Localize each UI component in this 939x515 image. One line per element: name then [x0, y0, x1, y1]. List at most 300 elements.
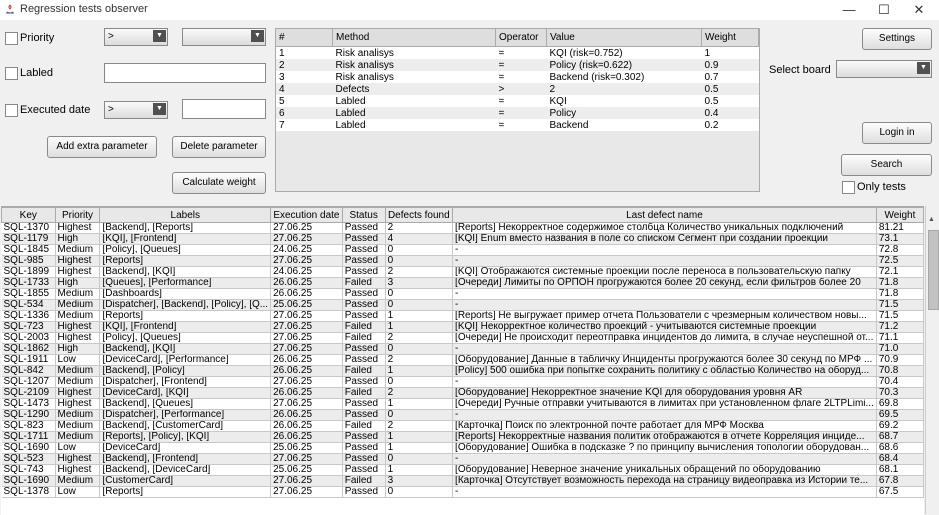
- result-cell: Failed: [342, 476, 385, 487]
- result-cell: 27.06.25: [271, 377, 343, 388]
- result-cell: SQL-1855: [2, 289, 56, 300]
- parameter-row[interactable]: [276, 107, 759, 119]
- col-execution-date[interactable]: Execution date: [271, 208, 343, 223]
- result-cell: 67.5: [876, 487, 923, 498]
- result-cell: High: [55, 278, 100, 289]
- result-cell: [Dispatcher], [Backend], [Policy], [Q...: [100, 300, 271, 311]
- result-cell: Medium: [55, 377, 100, 388]
- param-col-value[interactable]: Value: [547, 29, 702, 47]
- result-cell: 71.2: [876, 322, 923, 333]
- result-cell: 68.6: [876, 443, 923, 454]
- result-cell: 72.5: [876, 256, 923, 267]
- result-cell: Medium: [55, 421, 100, 432]
- result-cell: 0: [385, 344, 452, 355]
- result-cell: 1: [385, 432, 452, 443]
- parameter-row[interactable]: [276, 59, 759, 71]
- parameter-cell: Risk analisys: [333, 47, 496, 60]
- result-cell: [KQI], [Frontend]: [100, 234, 271, 245]
- result-cell: [CustomerCard]: [100, 476, 271, 487]
- result-cell: Failed: [342, 388, 385, 399]
- result-cell: [Dashboards]: [100, 289, 271, 300]
- executed-date-input[interactable]: [182, 99, 266, 119]
- result-cell: -: [453, 245, 877, 256]
- result-cell: Highest: [55, 256, 100, 267]
- result-cell: 25.06.25: [271, 465, 343, 476]
- search-button[interactable]: Search: [841, 154, 932, 176]
- result-cell: [Backend], [Policy]: [100, 366, 271, 377]
- minimize-button[interactable]: —: [842, 2, 856, 17]
- result-cell: Medium: [55, 366, 100, 377]
- result-cell: Medium: [55, 245, 100, 256]
- parameter-row[interactable]: [276, 95, 759, 107]
- parameter-cell: =: [496, 59, 547, 71]
- labled-input[interactable]: [104, 63, 266, 83]
- parameters-table[interactable]: [275, 28, 760, 192]
- result-cell: 81.21: [876, 223, 923, 234]
- only-tests-label: Only tests: [857, 181, 906, 193]
- col-key[interactable]: Key: [2, 208, 56, 223]
- result-cell: 4: [385, 234, 452, 245]
- priority-label: Priority: [20, 32, 55, 44]
- parameter-row[interactable]: [276, 47, 759, 60]
- result-cell: 27.06.25: [271, 234, 343, 245]
- result-cell: 1: [385, 322, 452, 333]
- result-cell: Failed: [342, 322, 385, 333]
- table-row[interactable]: [2, 344, 924, 355]
- parameter-cell: 5: [276, 95, 333, 107]
- result-cell: 27.06.25: [271, 454, 343, 465]
- result-cell: [Reports] Некорректные названия политик отображаются в отчете Корреляция инциде...: [453, 432, 877, 443]
- parameter-cell: 0.2: [702, 119, 759, 131]
- result-cell: Passed: [342, 289, 385, 300]
- result-cell: [Policy], [Queues]: [100, 245, 271, 256]
- result-cell: 73.1: [876, 234, 923, 245]
- parameter-cell: Backend: [547, 119, 702, 131]
- result-cell: [Backend], [DeviceCard]: [100, 465, 271, 476]
- result-cell: Highest: [55, 399, 100, 410]
- parameter-row[interactable]: [276, 71, 759, 83]
- parameter-cell: 0.4: [702, 107, 759, 119]
- result-cell: Passed: [342, 311, 385, 322]
- result-cell: 26.06.25: [271, 421, 343, 432]
- param-col-weight[interactable]: Weight: [702, 29, 759, 47]
- parameter-cell: 0.5: [702, 83, 759, 95]
- result-cell: 69.5: [876, 410, 923, 421]
- executed-date-operator-value: >: [108, 104, 114, 115]
- scroll-up-icon[interactable]: ▲: [928, 216, 935, 223]
- result-cell: 71.0: [876, 344, 923, 355]
- result-cell: [Карточка] Поиск по электронной почте работает для МРФ Москва: [453, 421, 877, 432]
- result-cell: 70.4: [876, 377, 923, 388]
- result-cell: Highest: [55, 388, 100, 399]
- result-cell: 68.4: [876, 454, 923, 465]
- result-cell: [KQI] Enum вместо названия в поле со списком Сегмент при создании проекции: [453, 234, 877, 245]
- result-cell: 71.5: [876, 311, 923, 322]
- result-cell: SQL-1336: [2, 311, 56, 322]
- result-cell: Highest: [55, 465, 100, 476]
- table-row[interactable]: [2, 421, 924, 432]
- result-cell: [KQI] Некорректное количество проекций - учитываются системные проекции: [453, 322, 877, 333]
- result-cell: [Queues], [Performance]: [100, 278, 271, 289]
- result-cell: [Reports] Некорректное содержимое столбца Количество уникальных подключений: [453, 223, 877, 234]
- result-cell: 26.06.25: [271, 432, 343, 443]
- parameters-table-header: [276, 29, 759, 47]
- result-cell: [Reports]: [100, 311, 271, 322]
- parameter-cell: 2: [547, 83, 702, 95]
- result-cell: 70.9: [876, 355, 923, 366]
- result-cell: 2: [385, 333, 452, 344]
- result-cell: Medium: [55, 300, 100, 311]
- table-row[interactable]: [2, 300, 924, 311]
- result-cell: [Карточка] Отсутствует возможность перехода на страницу видеоправка из Истории те...: [453, 476, 877, 487]
- table-row[interactable]: [2, 223, 924, 234]
- result-cell: Passed: [342, 300, 385, 311]
- result-cell: 27.06.25: [271, 476, 343, 487]
- result-cell: SQL-723: [2, 322, 56, 333]
- result-cell: 0: [385, 454, 452, 465]
- results-scrollbar[interactable]: [925, 206, 939, 514]
- result-cell: [Policy], [Queues]: [100, 333, 271, 344]
- result-cell: Passed: [342, 377, 385, 388]
- chevron-down-icon: ▼: [153, 30, 166, 42]
- result-cell: [Backend], [Queues]: [100, 399, 271, 410]
- maximize-button[interactable]: ☐: [878, 2, 890, 17]
- add-extra-parameter-button[interactable]: Add extra parameter: [47, 136, 157, 158]
- chevron-down-icon: ▼: [251, 30, 264, 42]
- parameter-cell: Labled: [333, 95, 496, 107]
- result-cell: [Reports]: [100, 256, 271, 267]
- result-cell: -: [453, 410, 877, 421]
- result-cell: [DeviceCard]: [100, 443, 271, 454]
- result-cell: Passed: [342, 443, 385, 454]
- result-cell: [KQI] Отображаются системные проекции после переноса в пользовательскую папку: [453, 267, 877, 278]
- parameter-cell: 3: [276, 71, 333, 83]
- parameter-cell: =: [496, 107, 547, 119]
- result-cell: 26.06.25: [271, 366, 343, 377]
- table-row[interactable]: [2, 454, 924, 465]
- parameter-cell: 1: [276, 47, 333, 60]
- executed-date-checkbox[interactable]: [5, 104, 18, 117]
- parameter-cell: 4: [276, 83, 333, 95]
- result-cell: SQL-1733: [2, 278, 56, 289]
- result-cell: Passed: [342, 399, 385, 410]
- parameter-cell: =: [496, 119, 547, 131]
- table-row[interactable]: [2, 267, 924, 278]
- result-cell: 26.06.25: [271, 355, 343, 366]
- col-priority[interactable]: Priority: [55, 208, 100, 223]
- settings-button[interactable]: Settings: [862, 28, 932, 50]
- result-cell: 0: [385, 377, 452, 388]
- result-cell: SQL-534: [2, 300, 56, 311]
- result-cell: 27.06.25: [271, 311, 343, 322]
- result-cell: [DeviceCard], [KQI]: [100, 388, 271, 399]
- result-cell: High: [55, 344, 100, 355]
- result-cell: 27.06.25: [271, 487, 343, 498]
- result-cell: 27.06.25: [271, 223, 343, 234]
- result-cell: 1: [385, 399, 452, 410]
- col-labels[interactable]: Labels: [100, 208, 271, 223]
- priority-checkbox[interactable]: [5, 32, 18, 45]
- col-weight[interactable]: Weight: [876, 208, 923, 223]
- result-cell: Highest: [55, 223, 100, 234]
- result-cell: -: [453, 487, 877, 498]
- result-cell: Medium: [55, 311, 100, 322]
- only-tests-checkbox[interactable]: [842, 181, 855, 194]
- result-cell: [Dispatcher], [Frontend]: [100, 377, 271, 388]
- result-cell: [Оборудование] Ошибка в подсказке ? по принципу вычисления топологии оборудован...: [453, 443, 877, 454]
- result-cell: 71.5: [876, 300, 923, 311]
- result-cell: Failed: [342, 421, 385, 432]
- result-cell: Passed: [342, 256, 385, 267]
- result-cell: Medium: [55, 289, 100, 300]
- result-cell: 71.8: [876, 289, 923, 300]
- result-cell: 0: [385, 289, 452, 300]
- labled-checkbox[interactable]: [5, 67, 18, 80]
- table-row[interactable]: [2, 355, 924, 366]
- result-cell: 72.1: [876, 267, 923, 278]
- executed-date-label: Executed date: [20, 104, 91, 116]
- table-row[interactable]: [2, 278, 924, 289]
- result-cell: Medium: [55, 476, 100, 487]
- result-cell: Medium: [55, 432, 100, 443]
- results-table-header: [2, 208, 924, 223]
- result-cell: 25.06.25: [271, 300, 343, 311]
- result-cell: Passed: [342, 267, 385, 278]
- parameter-cell: Risk analisys: [333, 71, 496, 83]
- result-cell: SQL-985: [2, 256, 56, 267]
- col-last-defect-name[interactable]: Last defect name: [453, 208, 877, 223]
- result-cell: Medium: [55, 410, 100, 421]
- result-cell: SQL-2003: [2, 333, 56, 344]
- result-cell: SQL-1711: [2, 432, 56, 443]
- result-cell: SQL-1473: [2, 399, 56, 410]
- table-row[interactable]: [2, 377, 924, 388]
- result-cell: -: [453, 289, 877, 300]
- result-cell: [Backend], [Frontend]: [100, 454, 271, 465]
- result-cell: SQL-523: [2, 454, 56, 465]
- result-cell: 0: [385, 245, 452, 256]
- result-cell: 72.8: [876, 245, 923, 256]
- result-cell: 2: [385, 388, 452, 399]
- table-row[interactable]: [2, 333, 924, 344]
- parameter-cell: Policy (risk=0.622): [547, 59, 702, 71]
- result-cell: SQL-1845: [2, 245, 56, 256]
- result-cell: Passed: [342, 410, 385, 421]
- table-row[interactable]: [2, 245, 924, 256]
- table-row[interactable]: [2, 432, 924, 443]
- results-table[interactable]: [1, 206, 924, 515]
- result-cell: SQL-1207: [2, 377, 56, 388]
- col-defects-found[interactable]: Defects found: [385, 208, 452, 223]
- result-cell: [Dispatcher], [Performance]: [100, 410, 271, 421]
- result-cell: Passed: [342, 454, 385, 465]
- result-cell: Passed: [342, 465, 385, 476]
- table-row[interactable]: [2, 399, 924, 410]
- table-row[interactable]: [2, 487, 924, 498]
- table-row[interactable]: [2, 289, 924, 300]
- result-cell: 70.3: [876, 388, 923, 399]
- result-cell: 68.7: [876, 432, 923, 443]
- table-row[interactable]: [2, 234, 924, 245]
- result-cell: 68.1: [876, 465, 923, 476]
- result-cell: Low: [55, 443, 100, 454]
- result-cell: Highest: [55, 267, 100, 278]
- chevron-down-icon: ▼: [153, 103, 166, 115]
- parameter-cell: Defects: [333, 83, 496, 95]
- result-cell: 70.8: [876, 366, 923, 377]
- result-cell: Failed: [342, 366, 385, 377]
- parameter-cell: 0.7: [702, 71, 759, 83]
- result-cell: 0: [385, 487, 452, 498]
- scrollbar-thumb[interactable]: [928, 230, 939, 310]
- result-cell: 69.2: [876, 421, 923, 432]
- result-cell: 2: [385, 267, 452, 278]
- parameter-cell: Labled: [333, 107, 496, 119]
- priority-value-select[interactable]: [182, 28, 266, 46]
- result-cell: Low: [55, 487, 100, 498]
- parameter-cell: 0.9: [702, 59, 759, 71]
- delete-parameter-button[interactable]: Delete parameter: [172, 136, 266, 158]
- table-row[interactable]: [2, 256, 924, 267]
- result-cell: 2: [385, 223, 452, 234]
- result-cell: SQL-1378: [2, 487, 56, 498]
- parameter-cell: Backend (risk=0.302): [547, 71, 702, 83]
- result-cell: 69.8: [876, 399, 923, 410]
- result-cell: 27.06.25: [271, 322, 343, 333]
- table-row[interactable]: [2, 465, 924, 476]
- result-cell: [DeviceCard], [Performance]: [100, 355, 271, 366]
- result-cell: 1: [385, 366, 452, 377]
- result-cell: Failed: [342, 333, 385, 344]
- result-cell: SQL-842: [2, 366, 56, 377]
- result-cell: [Reports]: [100, 487, 271, 498]
- priority-operator-value: >: [108, 31, 114, 42]
- table-row[interactable]: [2, 410, 924, 421]
- result-cell: 26.06.25: [271, 278, 343, 289]
- select-board-dropdown[interactable]: [836, 60, 932, 78]
- result-cell: 1: [385, 465, 452, 476]
- result-cell: SQL-743: [2, 465, 56, 476]
- parameter-cell: =: [496, 71, 547, 83]
- result-cell: [Оборудование] Неверное значение уникальных обращений по оборудованию: [453, 465, 877, 476]
- result-cell: -: [453, 256, 877, 267]
- result-cell: SQL-1690: [2, 443, 56, 454]
- result-cell: Passed: [342, 344, 385, 355]
- result-cell: SQL-1862: [2, 344, 56, 355]
- param-col-method[interactable]: Method: [333, 29, 496, 47]
- parameter-row[interactable]: [276, 83, 759, 95]
- result-cell: -: [453, 344, 877, 355]
- result-cell: 24.06.25: [271, 245, 343, 256]
- result-cell: Low: [55, 355, 100, 366]
- result-cell: Passed: [342, 432, 385, 443]
- result-cell: SQL-1899: [2, 267, 56, 278]
- result-cell: [Очереди] Лимиты по ОРПОН прогружаются более 20 секунд, если фильтров более 20: [453, 278, 877, 289]
- parameter-cell: KQI: [547, 95, 702, 107]
- result-cell: [Backend], [CustomerCard]: [100, 421, 271, 432]
- result-cell: Failed: [342, 278, 385, 289]
- table-row[interactable]: [2, 476, 924, 487]
- chevron-down-icon: ▼: [917, 62, 930, 74]
- result-cell: 1: [385, 443, 452, 454]
- result-cell: 24.06.25: [271, 267, 343, 278]
- parameter-cell: 6: [276, 107, 333, 119]
- result-cell: [Backend], [Reports]: [100, 223, 271, 234]
- result-cell: 2: [385, 355, 452, 366]
- parameter-cell: Labled: [333, 119, 496, 131]
- priority-operator-select[interactable]: [104, 28, 168, 46]
- result-cell: Highest: [55, 333, 100, 344]
- result-cell: 27.06.25: [271, 333, 343, 344]
- result-cell: [KQI], [Frontend]: [100, 322, 271, 333]
- result-cell: SQL-1370: [2, 223, 56, 234]
- parameter-row[interactable]: [276, 119, 759, 131]
- result-cell: 71.1: [876, 333, 923, 344]
- result-cell: [Backend], [KQI]: [100, 344, 271, 355]
- result-cell: 3: [385, 476, 452, 487]
- calculate-weight-button[interactable]: Calculate weight: [172, 172, 266, 194]
- result-cell: SQL-2109: [2, 388, 56, 399]
- result-cell: -: [453, 454, 877, 465]
- close-button[interactable]: ✕: [913, 2, 925, 17]
- result-cell: [Policy] 500 ошибка при попытке сохранить политику с областью Количество на оборуд...: [453, 366, 877, 377]
- result-cell: [Reports] Не выгружает пример отчета Пользователи с чрезмерным количеством новы...: [453, 311, 877, 322]
- result-cell: Passed: [342, 355, 385, 366]
- select-board-label: Select board: [769, 64, 831, 76]
- col-status[interactable]: Status: [342, 208, 385, 223]
- result-cell: Highest: [55, 454, 100, 465]
- result-cell: 67.8: [876, 476, 923, 487]
- parameter-cell: =: [496, 95, 547, 107]
- table-row[interactable]: [2, 443, 924, 454]
- result-cell: 26.06.25: [271, 289, 343, 300]
- result-cell: 0: [385, 410, 452, 421]
- result-cell: 71.8: [876, 278, 923, 289]
- parameter-cell: 1: [702, 47, 759, 60]
- result-cell: SQL-1290: [2, 410, 56, 421]
- result-cell: 0: [385, 256, 452, 267]
- result-cell: [Очереди] Ручные отправки учитываются в лимитах при установленном флаге 2LTPLimi...: [453, 399, 877, 410]
- parameter-cell: 7: [276, 119, 333, 131]
- result-cell: -: [453, 377, 877, 388]
- parameter-cell: KQI (risk=0.752): [547, 47, 702, 60]
- executed-date-operator-select[interactable]: [104, 101, 168, 119]
- parameter-cell: =: [496, 47, 547, 60]
- login-button[interactable]: Login in: [862, 122, 932, 144]
- result-cell: 2: [385, 421, 452, 432]
- param-col-operator[interactable]: Operator: [496, 29, 547, 47]
- table-row[interactable]: [2, 322, 924, 333]
- table-row[interactable]: [2, 366, 924, 377]
- labled-label: Labled: [20, 67, 54, 79]
- result-cell: Highest: [55, 322, 100, 333]
- result-cell: -: [453, 300, 877, 311]
- param-col-number[interactable]: #: [276, 29, 333, 47]
- result-cell: Passed: [342, 223, 385, 234]
- result-cell: SQL-1179: [2, 234, 56, 245]
- result-cell: [Оборудование] Данные в табличку Инциденты прогружаются более 30 секунд по МРФ ...: [453, 355, 877, 366]
- result-cell: 25.06.25: [271, 443, 343, 454]
- table-row[interactable]: [2, 311, 924, 322]
- parameter-cell: 0.5: [702, 95, 759, 107]
- table-row[interactable]: [2, 388, 924, 399]
- result-cell: 27.06.25: [271, 399, 343, 410]
- result-cell: 1: [385, 311, 452, 322]
- result-cell: SQL-823: [2, 421, 56, 432]
- parameter-cell: Risk analisys: [333, 59, 496, 71]
- result-cell: 26.06.25: [271, 410, 343, 421]
- result-cell: 0: [385, 300, 452, 311]
